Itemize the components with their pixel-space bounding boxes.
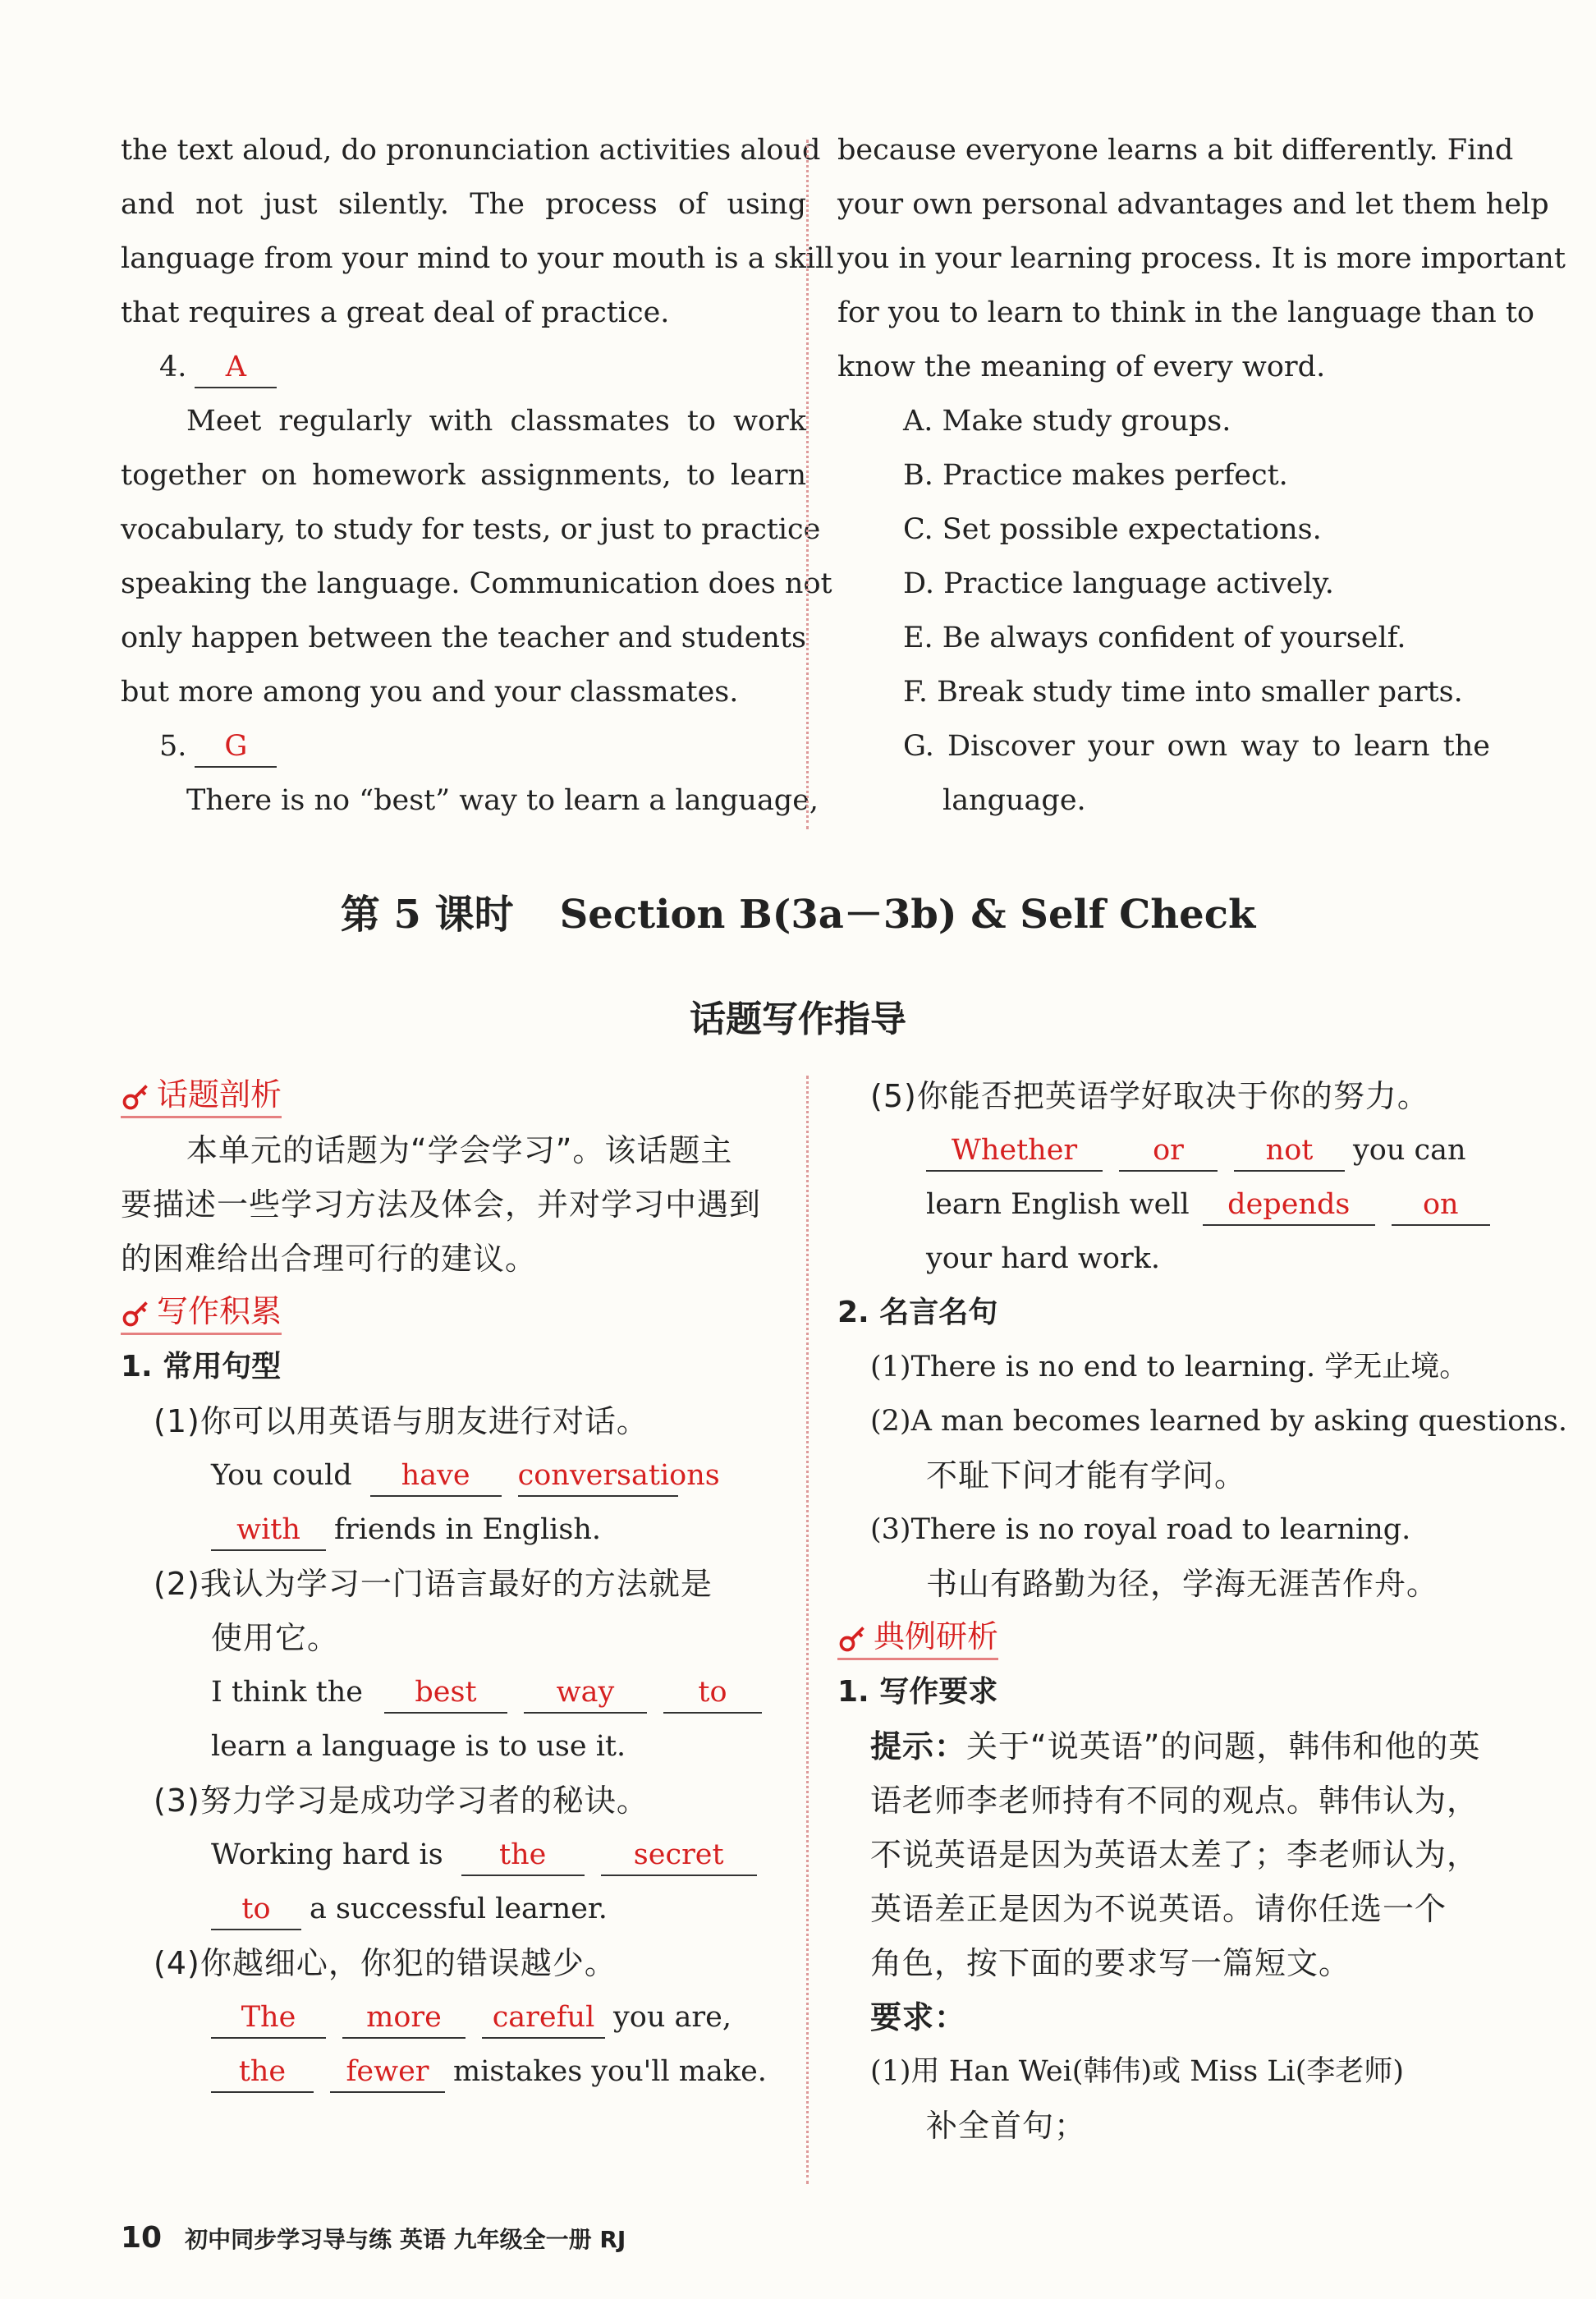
answer-blank[interactable]: A [195,347,277,388]
option-g-cont: language. [942,784,1086,817]
sentence-en [121,1882,806,1936]
text: you are, [613,2001,732,2034]
text-line: Meet regularly with classmates to work [186,405,806,438]
quote: (3)There is no royal road to learning. [870,1513,1411,1546]
text: friends in English. [334,1513,601,1546]
top-left-column [121,123,834,828]
sentence-en [837,1123,1490,1177]
answer-blank[interactable]: not [1234,1131,1345,1172]
text-line: but more among you and your classmates. [121,676,739,709]
option-d: D. Practice language actively. [903,567,1334,600]
sentence-en: your hard work. [926,1242,1161,1275]
answer-blank[interactable]: more [342,1998,466,2039]
hint-line [837,1719,1490,1774]
text: learn English well [926,1188,1190,1221]
answer-blank[interactable]: best [384,1673,507,1714]
top-right-column [837,123,1566,828]
sentence-en [121,1503,806,1557]
text-line: your own personal advantages and let them help [837,188,1549,221]
topic-analysis-header [121,1069,806,1123]
quote-cn: 不耻下问才能有学问。 [926,1457,1247,1494]
book-title: 初中同步学习导与练 英语 九年级全一册 RJ [185,2226,626,2253]
bottom-right-column [837,1069,1567,2153]
heading: 1. 写作要求 [837,1675,998,1709]
sentence-cn: (4)你越细心，你犯的错误越少。 [154,1945,617,1981]
sentence-cn: (1)你可以用英语与朋友进行对话。 [154,1403,649,1439]
text-line: language from your mind to your mouth is a skill [121,242,834,275]
question-4 [121,340,806,394]
tag-label: 写作积累 [157,1293,282,1329]
quote: (2)A man becomes learned by asking questions. [870,1405,1567,1438]
lesson-label: 第 5 课时 [340,892,514,938]
sentence-cn: (5)你能否把英语学好取决于你的努力。 [870,1078,1429,1114]
writing-accumulation-header [121,1286,806,1340]
answer-blank[interactable]: conversations [518,1456,678,1497]
text: I think the [211,1676,363,1709]
requirement-label: 要求： [870,1999,967,2035]
tag [121,1073,282,1118]
option-f: F. Break study time into smaller parts. [903,676,1463,709]
question-number: 5. [159,730,187,763]
tag [837,1615,998,1660]
column-divider [806,140,809,829]
text-line: vocabulary, to study for tests, or just to practice [121,513,821,546]
answer-blank[interactable]: fewer [330,2052,445,2093]
answer-blank[interactable]: or [1119,1131,1218,1172]
quote-cn: 书山有路勤为径，学海无涯苦作舟。 [926,1566,1439,1602]
answer-blank[interactable]: careful [482,1998,605,2039]
option-g: G. Discover your own way to learn the [903,730,1490,763]
text-line: for you to learn to think in the language than to [837,296,1535,329]
text-line: 本单元的话题为“学会学习”。该话题主 [186,1132,733,1168]
answer-blank[interactable]: on [1392,1185,1490,1226]
hint-line: 语老师李老师持有不同的观点。韩伟认为， [870,1783,1479,1819]
page-number: 10 [121,2221,163,2255]
hint-line: 不说英语是因为英语太差了；李老师认为， [870,1837,1479,1873]
sentence-cn: (3)努力学习是成功学习者的秘诀。 [154,1783,649,1819]
text: mistakes you'll make. [453,2055,767,2088]
answer-blank[interactable]: the [211,2052,314,2093]
hint-label: 提示： [870,1728,967,1764]
option-b: B. Practice makes perfect. [903,459,1288,492]
option-e: E. Be always confident of yourself. [903,622,1406,654]
text-line: There is no “best” way to learn a language, [186,784,819,817]
section-name: Section B(3a－3b) & Self Check [559,892,1256,938]
key-icon [121,1082,150,1112]
sentence-en [121,1828,806,1882]
hint-line: 英语差正是因为不说英语。请你任选一个 [870,1891,1447,1927]
sentence-cn: 使用它。 [211,1620,340,1656]
answer-blank[interactable]: have [370,1456,502,1497]
section-title [0,883,1596,939]
bottom-left-column [121,1069,806,2099]
requirement: (1)用 Han Wei(韩伟)或 Miss Li(李老师) [870,2055,1405,2088]
footer [121,2221,626,2255]
answer-blank[interactable]: The [211,1998,326,2039]
text-line: know the meaning of every word. [837,351,1326,383]
key-icon [121,1299,150,1328]
text-line: you in your learning process. It is more important [837,242,1566,275]
question-5 [121,719,806,773]
heading: 1. 常用句型 [121,1350,282,1384]
answer-blank[interactable]: to [211,1889,301,1930]
sentence-en [121,1665,806,1719]
text-line: 的困难给出合理可行的建议。 [121,1241,538,1277]
key-icon [837,1624,867,1654]
answer-blank[interactable]: depends [1203,1185,1375,1226]
sentence-en [121,1448,806,1503]
column-divider [806,1076,809,2184]
tag-label: 典例研析 [874,1618,999,1654]
text-line: and not just silently. The process of using [121,188,806,221]
sentence-cn: (2)我认为学习一门语言最好的方法就是 [154,1566,713,1602]
text-line: only happen between the teacher and students [121,622,806,654]
sentence-en [837,1177,1490,1232]
question-number: 4. [159,351,187,383]
tag [121,1290,282,1335]
text-line: because everyone learns a bit differently. Find [837,134,1514,167]
tag-label: 话题剖析 [157,1076,282,1113]
sentence-en [121,1990,806,2044]
text: a successful learner. [310,1893,608,1925]
text-line: speaking the language. Communication does not [121,567,832,600]
hint-line: 角色，按下面的要求写一篇短文。 [870,1945,1351,1981]
requirement: 补全首句； [926,2108,1087,2144]
option-a: A. Make study groups. [903,405,1231,438]
text: you can [1353,1134,1466,1167]
answer-blank[interactable]: way [524,1673,647,1714]
text: 关于“说英语”的问题，韩伟和他的英 [966,1728,1481,1764]
answer-blank[interactable]: to [663,1673,762,1714]
option-c: C. Set possible expectations. [903,513,1322,546]
text-line: that requires a great deal of practice. [121,296,670,329]
answer-blank[interactable]: with [211,1510,326,1551]
text: You could [211,1459,352,1492]
text: Working hard is [211,1838,443,1871]
sentence-en: learn a language is to use it. [211,1730,626,1763]
sentence-en [121,2044,806,2099]
answer-blank[interactable]: secret [601,1835,757,1876]
example-analysis-header [837,1611,1490,1665]
answer-blank[interactable]: G [195,727,277,768]
answer-blank[interactable]: the [461,1835,585,1876]
subtitle: 话题写作指导 [690,998,906,1040]
answer-blank[interactable]: Whether [926,1131,1103,1172]
text-line: 要描述一些学习方法及体会，并对学习中遇到 [121,1186,762,1223]
heading: 2. 名言名句 [837,1296,998,1329]
text-line: the text aloud, do pronunciation activities aloud [121,134,821,167]
quote: (1)There is no end to learning. 学无止境。 [870,1351,1469,1384]
text-line: together on homework assignments, to learn [121,459,806,492]
